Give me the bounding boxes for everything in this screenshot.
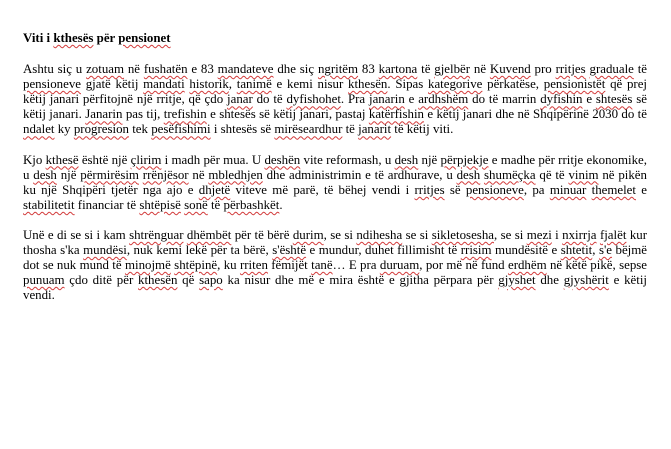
- text-run: .: [279, 197, 283, 212]
- flagged-word: desh: [456, 167, 481, 182]
- text-run: viteve më parë, të bëhej vendi i: [230, 182, 415, 197]
- flagged-word: dyfishin: [540, 92, 583, 107]
- text-run: të: [417, 62, 435, 77]
- text-run: i: [551, 227, 563, 242]
- flagged-word: vinim: [568, 167, 599, 182]
- text-run: të këtij viti.: [391, 122, 454, 137]
- text-run: një: [56, 167, 81, 182]
- flagged-word: progresion: [73, 122, 129, 137]
- flagged-word: kthesës: [53, 31, 94, 45]
- flagged-word: dhëmbët: [186, 227, 232, 242]
- text-run: kur thosha s'ka: [23, 227, 647, 258]
- text-run: të: [342, 122, 359, 137]
- flagged-word: fjalët: [599, 227, 627, 242]
- flagged-word: minojmë: [124, 258, 171, 273]
- flagged-word: pensioneve: [465, 182, 524, 197]
- text-run: ,: [228, 77, 237, 92]
- flagged-word: s'e: [598, 243, 613, 258]
- text-run: , pa: [523, 182, 550, 197]
- flagged-word: gjelbër: [434, 62, 471, 77]
- flagged-word: rritjes: [414, 182, 445, 197]
- text-run: për: [93, 31, 119, 45]
- text-run: , por më në fund: [419, 258, 508, 273]
- text-run: e madhe për rritje ekonomike, u: [23, 152, 647, 182]
- flagged-word: përmirësim: [80, 167, 139, 182]
- text-run: ky: [54, 122, 74, 137]
- flagged-word: janar: [227, 92, 253, 107]
- text-run: të: [633, 62, 648, 77]
- flagged-word: dyfishohet: [286, 92, 341, 107]
- flagged-word: shtetit: [560, 243, 593, 258]
- flagged-word: mandateve: [217, 62, 274, 77]
- flagged-word: shtëpinë: [174, 258, 218, 273]
- text-run: ,: [592, 243, 599, 258]
- flagged-word: ndihesha: [356, 227, 403, 242]
- flagged-word: përbashkët: [223, 197, 280, 212]
- flagged-word: mirëseardhur: [274, 122, 343, 137]
- text-run: se si: [402, 227, 432, 242]
- flagged-word: pesëfishimi: [151, 122, 211, 137]
- flagged-word: shtesës: [595, 92, 633, 107]
- text-run: një: [418, 152, 441, 167]
- flagged-word: janarit: [358, 122, 392, 137]
- flagged-word: mbledhjen: [208, 167, 263, 182]
- text-run: Unë e di se si i kam: [23, 227, 130, 242]
- flagged-word: shtëpisë: [139, 197, 181, 212]
- paragraph-1: [23, 62, 647, 137]
- flagged-word: punuam: [23, 273, 65, 288]
- flagged-word: trefishin: [163, 107, 207, 122]
- text-run: , nuk kemi lekë për ta bërë,: [126, 243, 273, 258]
- paragraph-3: [23, 228, 647, 303]
- text-run: . Pra: [340, 92, 369, 107]
- flagged-word: mandati: [143, 77, 185, 92]
- flagged-word: pensionistët: [543, 77, 606, 92]
- text-run: vite reformash, u: [300, 152, 395, 167]
- flagged-word: mezi: [526, 227, 552, 242]
- flagged-word: deshën: [264, 152, 301, 167]
- flagged-word: desh: [394, 152, 419, 167]
- text-run: që prej këtij janari përfitojnë një rritje, që çdo: [23, 77, 647, 107]
- text-run: bëjmë dot se nuk mund të: [23, 243, 648, 273]
- flagged-word: kthesën: [138, 273, 178, 288]
- text-run: në këtë pikë, sepse: [546, 258, 647, 273]
- flagged-word: gjyshërit: [563, 273, 609, 288]
- flagged-word: stabilitetit: [23, 197, 75, 212]
- text-run: së: [444, 182, 466, 197]
- document-page: [23, 31, 647, 318]
- text-run: , se si: [493, 227, 527, 242]
- text-run: dhe: [535, 273, 564, 288]
- flagged-word: gjyshet: [498, 273, 536, 288]
- flagged-word: sapo: [199, 273, 223, 288]
- text-run: , ku: [217, 258, 240, 273]
- text-run: mundësitë e: [491, 243, 561, 258]
- flagged-word: çlirim: [130, 152, 162, 167]
- flagged-word: sonë: [184, 197, 208, 212]
- text-run: e këtij janari dhe në Shqipërinë 2030 do të: [424, 107, 647, 122]
- text-run: është një: [78, 152, 131, 167]
- text-run: e shtesës së këtij janari, pastaj: [206, 107, 369, 122]
- flagged-word: ardhshëm: [418, 92, 469, 107]
- text-run: Kjo: [23, 152, 46, 167]
- flagged-word: kthesën: [348, 77, 388, 92]
- text-run: pas tij,: [122, 107, 164, 122]
- flagged-word: sikletosesha: [431, 227, 494, 242]
- text-run: në: [470, 62, 490, 77]
- text-run: gjatë këtij: [81, 77, 144, 92]
- flagged-word: desh: [33, 167, 57, 182]
- text-run: që: [177, 273, 200, 288]
- flagged-word: graduale: [589, 62, 634, 77]
- flagged-word: përpjekje: [440, 152, 489, 167]
- text-run: në: [124, 62, 144, 77]
- flagged-word: rritjes: [555, 62, 586, 77]
- text-run: , se si: [323, 227, 357, 242]
- flagged-word: Kuvend: [489, 62, 531, 77]
- text-run: do të marrin: [468, 92, 541, 107]
- text-run: do të: [252, 92, 287, 107]
- flagged-word: rrisim: [460, 243, 492, 258]
- flagged-word: kategorive: [428, 77, 483, 92]
- flagged-word: rrënjësor: [142, 167, 189, 182]
- text-run: tek: [128, 122, 152, 137]
- text-run: dhe administrimin e të ardhurave, u: [262, 167, 457, 182]
- text-run: të: [207, 197, 224, 212]
- text-run: e kemi nisur: [271, 77, 348, 92]
- text-run: fëmijët: [267, 258, 312, 273]
- text-run: së këtij janari.: [23, 92, 647, 122]
- text-run: në pikën ku një Shqipëri tjetër nga ajo e: [23, 167, 647, 197]
- flagged-word: kthesë: [45, 152, 79, 167]
- text-run: i madh për mua. U: [161, 152, 265, 167]
- text-run: e këtij vendi.: [23, 273, 647, 303]
- flagged-word: erdhëm: [507, 258, 547, 273]
- text-run: e 83: [187, 62, 218, 77]
- flagged-word: tanimë: [236, 77, 272, 92]
- paragraph-2: [23, 153, 647, 213]
- flagged-word: zotuam: [86, 62, 125, 77]
- flagged-word: s'është: [272, 243, 307, 258]
- text-run: Ashtu siç u: [23, 62, 87, 77]
- text-run: 83: [358, 62, 379, 77]
- flagged-word: themelet: [591, 182, 636, 197]
- flagged-word: historik: [189, 77, 229, 92]
- text-run: e: [636, 182, 647, 197]
- text-run: çdo ditë për: [64, 273, 139, 288]
- text-run: për të bërë: [231, 227, 293, 242]
- flagged-word: shumëçka: [484, 167, 536, 182]
- flagged-word: ndalet: [23, 122, 55, 137]
- flagged-word: mundësi: [83, 243, 127, 258]
- text-run: i shtesës së: [210, 122, 275, 137]
- text-run: ka nisur dhe më e mira është e gjitha përpara për: [222, 273, 499, 288]
- text-run: që të: [535, 167, 569, 182]
- text-run: e: [582, 92, 596, 107]
- flagged-word: durim: [292, 227, 324, 242]
- text-run: përkatëse,: [482, 77, 544, 92]
- flagged-word: pensionet: [118, 31, 171, 45]
- flagged-word: nxirrja: [562, 227, 597, 242]
- text-run: … E pra: [332, 258, 380, 273]
- flagged-word: shtrënguar: [129, 227, 184, 242]
- text-run: Viti i: [23, 31, 54, 45]
- text-run: e mundur, duhet fillimisht të: [306, 243, 461, 258]
- text-run: në: [188, 167, 209, 182]
- flagged-word: Janarin: [85, 107, 123, 122]
- text-run: pro: [530, 62, 556, 77]
- document-title: [23, 31, 647, 46]
- flagged-word: pensioneve: [23, 77, 81, 92]
- flagged-word: katërfishin: [368, 107, 425, 122]
- text-run: financiar të: [74, 197, 140, 212]
- text-run: . Sipas: [387, 77, 428, 92]
- flagged-word: duruam: [379, 258, 420, 273]
- flagged-word: janarin: [368, 92, 405, 107]
- flagged-word: ngritëm: [317, 62, 359, 77]
- text-run: dhe siç: [273, 62, 318, 77]
- text-run: e: [404, 92, 419, 107]
- flagged-word: rriten: [239, 258, 268, 273]
- flagged-word: tanë: [311, 258, 333, 273]
- flagged-word: kartona: [378, 62, 418, 77]
- flagged-word: fushatën: [143, 62, 188, 77]
- flagged-word: minuar: [549, 182, 587, 197]
- flagged-word: dhjetë: [198, 182, 231, 197]
